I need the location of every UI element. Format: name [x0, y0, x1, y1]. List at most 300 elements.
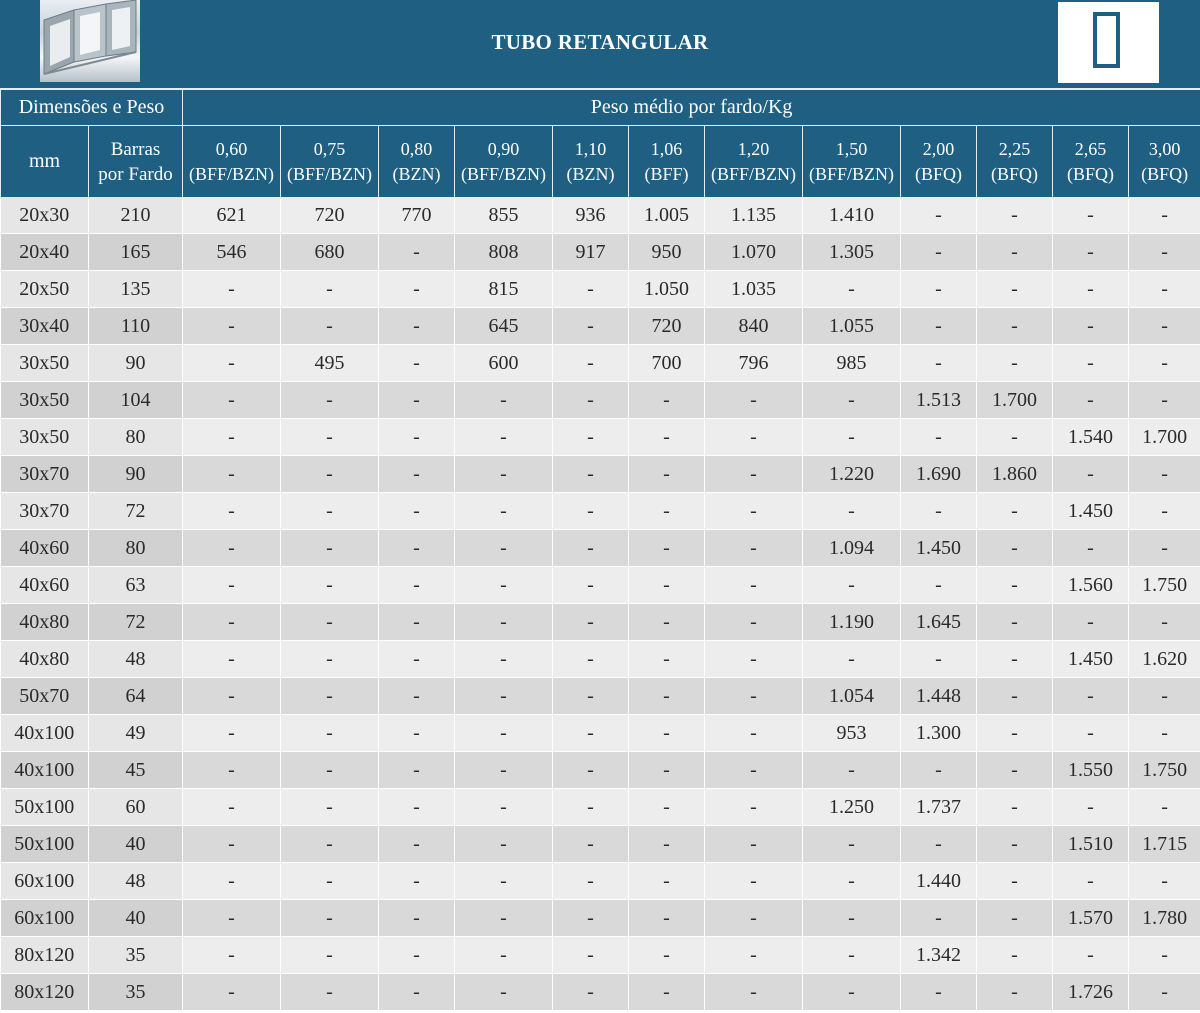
weight-cell: 1.450 — [1053, 493, 1129, 530]
weight-cell: - — [1053, 863, 1129, 900]
weight-cell: - — [705, 826, 803, 863]
weight-cell: - — [705, 641, 803, 678]
weight-cell: - — [455, 715, 553, 752]
weight-cell: - — [901, 271, 977, 308]
dimension-cell: 30x50 — [1, 382, 89, 419]
weight-cell: - — [1053, 715, 1129, 752]
weight-cell: - — [1129, 308, 1200, 345]
weight-cell: - — [183, 715, 281, 752]
weight-cell: 1.780 — [1129, 900, 1200, 937]
table-row — [1, 197, 1200, 234]
bars-per-bundle-cell: 104 — [89, 382, 183, 419]
weight-cell: 1.700 — [1129, 419, 1200, 456]
weight-cell: 1.135 — [705, 197, 803, 234]
weight-cell: 1.005 — [629, 197, 705, 234]
weights-table — [0, 88, 1200, 1011]
weight-cell: - — [977, 493, 1053, 530]
weight-cell: - — [803, 567, 901, 604]
weight-cell: - — [1053, 345, 1129, 382]
bars-per-bundle-cell: 72 — [89, 604, 183, 641]
weight-cell: - — [901, 197, 977, 234]
weight-cell: - — [281, 789, 379, 826]
thickness-column-header: 1,06 (BFF) — [629, 126, 705, 198]
weight-cell: - — [803, 937, 901, 974]
weight-cell: - — [1053, 530, 1129, 567]
weight-cell: - — [379, 382, 455, 419]
weight-cell: - — [1053, 937, 1129, 974]
dimension-cell: 20x50 — [1, 271, 89, 308]
weight-cell: 1.050 — [629, 271, 705, 308]
weight-cell: 1.440 — [901, 863, 977, 900]
weight-cell: - — [455, 530, 553, 567]
table-row — [1, 567, 1200, 604]
weight-cell: - — [379, 271, 455, 308]
bars-per-bundle-cell: 72 — [89, 493, 183, 530]
weight-cell: - — [379, 752, 455, 789]
weight-cell: - — [379, 567, 455, 604]
table-row — [1, 308, 1200, 345]
weight-cell: - — [553, 456, 629, 493]
weight-cell: - — [705, 937, 803, 974]
weight-cell: 1.510 — [1053, 826, 1129, 863]
weight-cell: - — [977, 345, 1053, 382]
table-row — [1, 789, 1200, 826]
weight-cell: - — [455, 937, 553, 974]
thickness-column-header: 2,65 (BFQ) — [1053, 126, 1129, 198]
weight-cell: - — [629, 789, 705, 826]
weight-cell: - — [281, 937, 379, 974]
weight-cell: - — [803, 419, 901, 456]
dimension-cell: 30x40 — [1, 308, 89, 345]
weight-cell: - — [1129, 382, 1200, 419]
weight-cell: - — [977, 604, 1053, 641]
table-row — [1, 271, 1200, 308]
weight-cell: - — [705, 604, 803, 641]
weight-cell: 985 — [803, 345, 901, 382]
weight-cell: - — [281, 382, 379, 419]
dimension-cell: 30x50 — [1, 345, 89, 382]
dimension-cell: 50x100 — [1, 789, 89, 826]
weight-cell: - — [379, 308, 455, 345]
table-body — [1, 197, 1200, 1011]
weight-cell: 1.305 — [803, 234, 901, 271]
barras-column-header: Barras por Fardo — [89, 126, 183, 198]
dimension-cell: 40x60 — [1, 530, 89, 567]
weight-cell: 621 — [183, 197, 281, 234]
bars-per-bundle-cell: 80 — [89, 419, 183, 456]
weight-cell: - — [1129, 937, 1200, 974]
weight-cell: - — [1053, 456, 1129, 493]
weight-cell: 1.645 — [901, 604, 977, 641]
weight-cell: - — [379, 789, 455, 826]
weight-cell: - — [977, 234, 1053, 271]
weight-cell: - — [629, 678, 705, 715]
weight-cell: - — [553, 493, 629, 530]
weight-cell: - — [1129, 715, 1200, 752]
weight-cell: 1.715 — [1129, 826, 1200, 863]
weight-cell: - — [629, 826, 705, 863]
weight-cell: - — [1053, 308, 1129, 345]
weight-cell: 720 — [281, 197, 379, 234]
dimension-cell: 50x70 — [1, 678, 89, 715]
weight-cell: - — [1053, 382, 1129, 419]
weight-cell: 700 — [629, 345, 705, 382]
weight-cell: - — [379, 345, 455, 382]
weight-cell: 1.540 — [1053, 419, 1129, 456]
bars-per-bundle-cell: 165 — [89, 234, 183, 271]
weight-cell: - — [553, 974, 629, 1011]
weight-cell: - — [379, 937, 455, 974]
dimension-cell: 20x30 — [1, 197, 89, 234]
table-row — [1, 234, 1200, 271]
thickness-column-header: 0,75 (BFF/BZN) — [281, 126, 379, 198]
weight-cell: - — [901, 900, 977, 937]
weight-cell: - — [553, 641, 629, 678]
weight-cell: - — [553, 419, 629, 456]
weight-cell: - — [977, 789, 1053, 826]
thickness-column-header: 1,50 (BFF/BZN) — [803, 126, 901, 198]
weight-cell: - — [977, 863, 1053, 900]
weight-cell: 770 — [379, 197, 455, 234]
weight-cell: - — [379, 456, 455, 493]
weight-cell: - — [629, 493, 705, 530]
weight-cell: - — [1129, 345, 1200, 382]
thickness-column-header: 2,25 (BFQ) — [977, 126, 1053, 198]
weight-cell: 1.750 — [1129, 752, 1200, 789]
weight-cell: - — [705, 863, 803, 900]
weight-cell: 1.054 — [803, 678, 901, 715]
weight-cell: - — [901, 345, 977, 382]
weight-cell: - — [379, 604, 455, 641]
dimension-cell: 40x60 — [1, 567, 89, 604]
weight-cell: - — [379, 863, 455, 900]
weight-cell: - — [705, 678, 803, 715]
weight-cell: - — [183, 382, 281, 419]
bars-per-bundle-cell: 64 — [89, 678, 183, 715]
weight-cell: 1.448 — [901, 678, 977, 715]
weight-cell: - — [977, 530, 1053, 567]
weight-cell: - — [1129, 456, 1200, 493]
weight-cell: - — [1129, 271, 1200, 308]
bars-per-bundle-cell: 90 — [89, 456, 183, 493]
page-title: TUBO RETANGULAR — [491, 30, 709, 54]
weight-cell: - — [1053, 604, 1129, 641]
weight-cell: - — [281, 678, 379, 715]
weight-cell: - — [455, 826, 553, 863]
dimension-cell: 80x120 — [1, 937, 89, 974]
bars-per-bundle-cell: 60 — [89, 789, 183, 826]
weight-cell: - — [281, 863, 379, 900]
weight-cell: - — [901, 567, 977, 604]
weight-cell: - — [1129, 493, 1200, 530]
dimensions-group-header: Dimensões e Peso — [1, 89, 183, 126]
weight-cell: - — [183, 493, 281, 530]
weight-cell: - — [1129, 863, 1200, 900]
weight-cell: - — [183, 345, 281, 382]
weight-cell: 1.342 — [901, 937, 977, 974]
weight-cell: - — [803, 863, 901, 900]
weight-cell: 1.560 — [1053, 567, 1129, 604]
weight-cell: - — [629, 382, 705, 419]
weight-cell: 936 — [553, 197, 629, 234]
weight-cell: - — [553, 567, 629, 604]
weight-cell: 950 — [629, 234, 705, 271]
weight-cell: - — [455, 789, 553, 826]
table-row — [1, 937, 1200, 974]
weight-cell: 680 — [281, 234, 379, 271]
weight-cell: - — [281, 419, 379, 456]
weight-cell: 953 — [803, 715, 901, 752]
weight-cell: - — [183, 456, 281, 493]
weight-cell: - — [379, 641, 455, 678]
weight-cell: - — [183, 641, 281, 678]
weight-cell: 1.190 — [803, 604, 901, 641]
weight-cell: - — [705, 419, 803, 456]
weight-cell: - — [183, 826, 281, 863]
thickness-column-header: 3,00 (BFQ) — [1129, 126, 1200, 198]
weight-cell: - — [901, 826, 977, 863]
weight-cell: - — [977, 567, 1053, 604]
weight-cell: 1.450 — [901, 530, 977, 567]
weight-cell: 840 — [705, 308, 803, 345]
bars-per-bundle-cell: 35 — [89, 937, 183, 974]
weight-cell: - — [1129, 530, 1200, 567]
weight-cell: - — [629, 900, 705, 937]
weight-cell: - — [977, 641, 1053, 678]
weight-cell: - — [455, 900, 553, 937]
weight-cell: 1.860 — [977, 456, 1053, 493]
weight-cell: - — [183, 678, 281, 715]
weight-cell: - — [379, 678, 455, 715]
weight-cell: - — [553, 752, 629, 789]
weight-cell: - — [553, 345, 629, 382]
weight-cell: - — [705, 752, 803, 789]
weight-cell: - — [183, 974, 281, 1011]
weight-cell: 796 — [705, 345, 803, 382]
weight-cell: 720 — [629, 308, 705, 345]
weight-cell: - — [455, 567, 553, 604]
weight-cell: - — [455, 456, 553, 493]
table-row — [1, 604, 1200, 641]
weight-cell: - — [705, 974, 803, 1011]
table-row — [1, 678, 1200, 715]
table-row — [1, 641, 1200, 678]
weight-cell: - — [705, 382, 803, 419]
dimension-cell: 40x80 — [1, 641, 89, 678]
weight-cell: - — [281, 826, 379, 863]
weight-cell: - — [629, 419, 705, 456]
weight-cell: - — [977, 271, 1053, 308]
bars-per-bundle-cell: 110 — [89, 308, 183, 345]
bars-per-bundle-cell: 90 — [89, 345, 183, 382]
bars-per-bundle-cell: 63 — [89, 567, 183, 604]
weight-cell: - — [553, 678, 629, 715]
weight-cell: - — [281, 567, 379, 604]
weight-cell: - — [901, 641, 977, 678]
weight-cell: 1.690 — [901, 456, 977, 493]
weight-cell: - — [553, 382, 629, 419]
weight-cell: - — [629, 604, 705, 641]
weight-cell: - — [705, 456, 803, 493]
table-row — [1, 863, 1200, 900]
dimension-cell: 40x80 — [1, 604, 89, 641]
bars-per-bundle-cell: 40 — [89, 900, 183, 937]
rectangular-profile-icon — [1058, 2, 1159, 83]
weight-cell: - — [455, 678, 553, 715]
weight-cell: - — [1129, 604, 1200, 641]
weight-cell: 495 — [281, 345, 379, 382]
weight-cell: 1.513 — [901, 382, 977, 419]
weight-cell: - — [281, 271, 379, 308]
table-row — [1, 382, 1200, 419]
weight-cell: - — [629, 863, 705, 900]
thickness-column-header: 0,80 (BZN) — [379, 126, 455, 198]
weight-cell: - — [803, 382, 901, 419]
weight-cell: - — [977, 752, 1053, 789]
dimension-cell: 50x100 — [1, 826, 89, 863]
weight-cell: 1.620 — [1129, 641, 1200, 678]
weight-cell: - — [1053, 197, 1129, 234]
weight-cell: - — [629, 530, 705, 567]
weight-cell: - — [455, 604, 553, 641]
weight-cell: - — [455, 752, 553, 789]
weight-cell: - — [455, 419, 553, 456]
weight-cell: - — [281, 715, 379, 752]
thickness-column-header: 0,60 (BFF/BZN) — [183, 126, 281, 198]
weight-cell: - — [629, 974, 705, 1011]
weight-cell: - — [553, 789, 629, 826]
weight-cell: - — [629, 641, 705, 678]
weight-cell: - — [455, 863, 553, 900]
weight-cell: 645 — [455, 308, 553, 345]
weight-cell: - — [629, 752, 705, 789]
table-row — [1, 530, 1200, 567]
weight-group-header: Peso médio por fardo/Kg — [183, 89, 1200, 126]
table-row — [1, 456, 1200, 493]
weight-cell: - — [977, 826, 1053, 863]
weight-cell: 1.737 — [901, 789, 977, 826]
table-row — [1, 974, 1200, 1011]
weight-cell: - — [901, 752, 977, 789]
table-row — [1, 419, 1200, 456]
table-row — [1, 715, 1200, 752]
weight-cell: - — [281, 604, 379, 641]
weight-cell: - — [803, 271, 901, 308]
thickness-column-header: 1,10 (BZN) — [553, 126, 629, 198]
weight-cell: - — [705, 715, 803, 752]
weight-cell: - — [281, 974, 379, 1011]
weight-cell: - — [629, 937, 705, 974]
weight-cell: - — [281, 641, 379, 678]
weight-cell: - — [183, 567, 281, 604]
weight-cell: 1.700 — [977, 382, 1053, 419]
weight-cell: - — [977, 419, 1053, 456]
weight-cell: - — [705, 567, 803, 604]
weight-cell: 855 — [455, 197, 553, 234]
dimension-cell: 30x70 — [1, 456, 89, 493]
weight-cell: - — [553, 530, 629, 567]
weight-cell: 1.300 — [901, 715, 977, 752]
weight-cell: - — [901, 308, 977, 345]
weight-cell: - — [1129, 678, 1200, 715]
weight-cell: - — [455, 382, 553, 419]
dimension-cell: 60x100 — [1, 863, 89, 900]
thickness-column-header: 2,00 (BFQ) — [901, 126, 977, 198]
weight-cell: - — [705, 530, 803, 567]
header-banner — [0, 0, 1200, 88]
weight-cell: 1.570 — [1053, 900, 1129, 937]
weight-cell: 1.726 — [1053, 974, 1129, 1011]
weight-cell: 1.070 — [705, 234, 803, 271]
weight-cell: - — [183, 530, 281, 567]
weight-cell: - — [1129, 974, 1200, 1011]
mm-column-header: mm — [1, 126, 89, 198]
weight-cell: 1.094 — [803, 530, 901, 567]
weight-cell: - — [629, 567, 705, 604]
dimension-cell: 60x100 — [1, 900, 89, 937]
weight-cell: - — [455, 493, 553, 530]
weight-cell: - — [1053, 234, 1129, 271]
weight-cell: - — [1053, 678, 1129, 715]
weight-cell: - — [705, 900, 803, 937]
weight-cell: - — [553, 826, 629, 863]
weight-cell: - — [977, 308, 1053, 345]
weight-cell: - — [379, 493, 455, 530]
weight-cell: - — [281, 456, 379, 493]
table-row — [1, 752, 1200, 789]
weight-cell: 1.410 — [803, 197, 901, 234]
weight-cell: 546 — [183, 234, 281, 271]
weight-cell: - — [553, 900, 629, 937]
weight-cell: - — [553, 937, 629, 974]
weight-cell: - — [803, 826, 901, 863]
weight-cell: - — [977, 715, 1053, 752]
weight-cell: - — [281, 530, 379, 567]
bars-per-bundle-cell: 35 — [89, 974, 183, 1011]
weight-cell: - — [977, 678, 1053, 715]
weight-cell: - — [901, 493, 977, 530]
bars-per-bundle-cell: 45 — [89, 752, 183, 789]
table-row — [1, 345, 1200, 382]
weight-cell: - — [281, 308, 379, 345]
weight-cell: - — [803, 752, 901, 789]
bars-per-bundle-cell: 210 — [89, 197, 183, 234]
dimension-cell: 30x70 — [1, 493, 89, 530]
weight-cell: 1.750 — [1129, 567, 1200, 604]
weight-cell: - — [803, 974, 901, 1011]
bars-per-bundle-cell: 48 — [89, 641, 183, 678]
weight-cell: - — [977, 937, 1053, 974]
weight-cell: - — [455, 974, 553, 1011]
bars-per-bundle-cell: 80 — [89, 530, 183, 567]
weight-cell: - — [183, 308, 281, 345]
weight-cell: - — [901, 419, 977, 456]
dimension-cell: 80x120 — [1, 974, 89, 1011]
weight-cell: - — [281, 493, 379, 530]
weight-cell: - — [803, 493, 901, 530]
dimension-cell: 20x40 — [1, 234, 89, 271]
weight-cell: 1.035 — [705, 271, 803, 308]
weight-cell: - — [977, 197, 1053, 234]
weight-cell: - — [629, 456, 705, 493]
weight-cell: 808 — [455, 234, 553, 271]
weight-cell: - — [1129, 197, 1200, 234]
weight-cell: - — [553, 863, 629, 900]
weight-cell: - — [183, 937, 281, 974]
dimension-cell: 30x50 — [1, 419, 89, 456]
weight-cell: - — [629, 715, 705, 752]
weight-cell: - — [379, 419, 455, 456]
